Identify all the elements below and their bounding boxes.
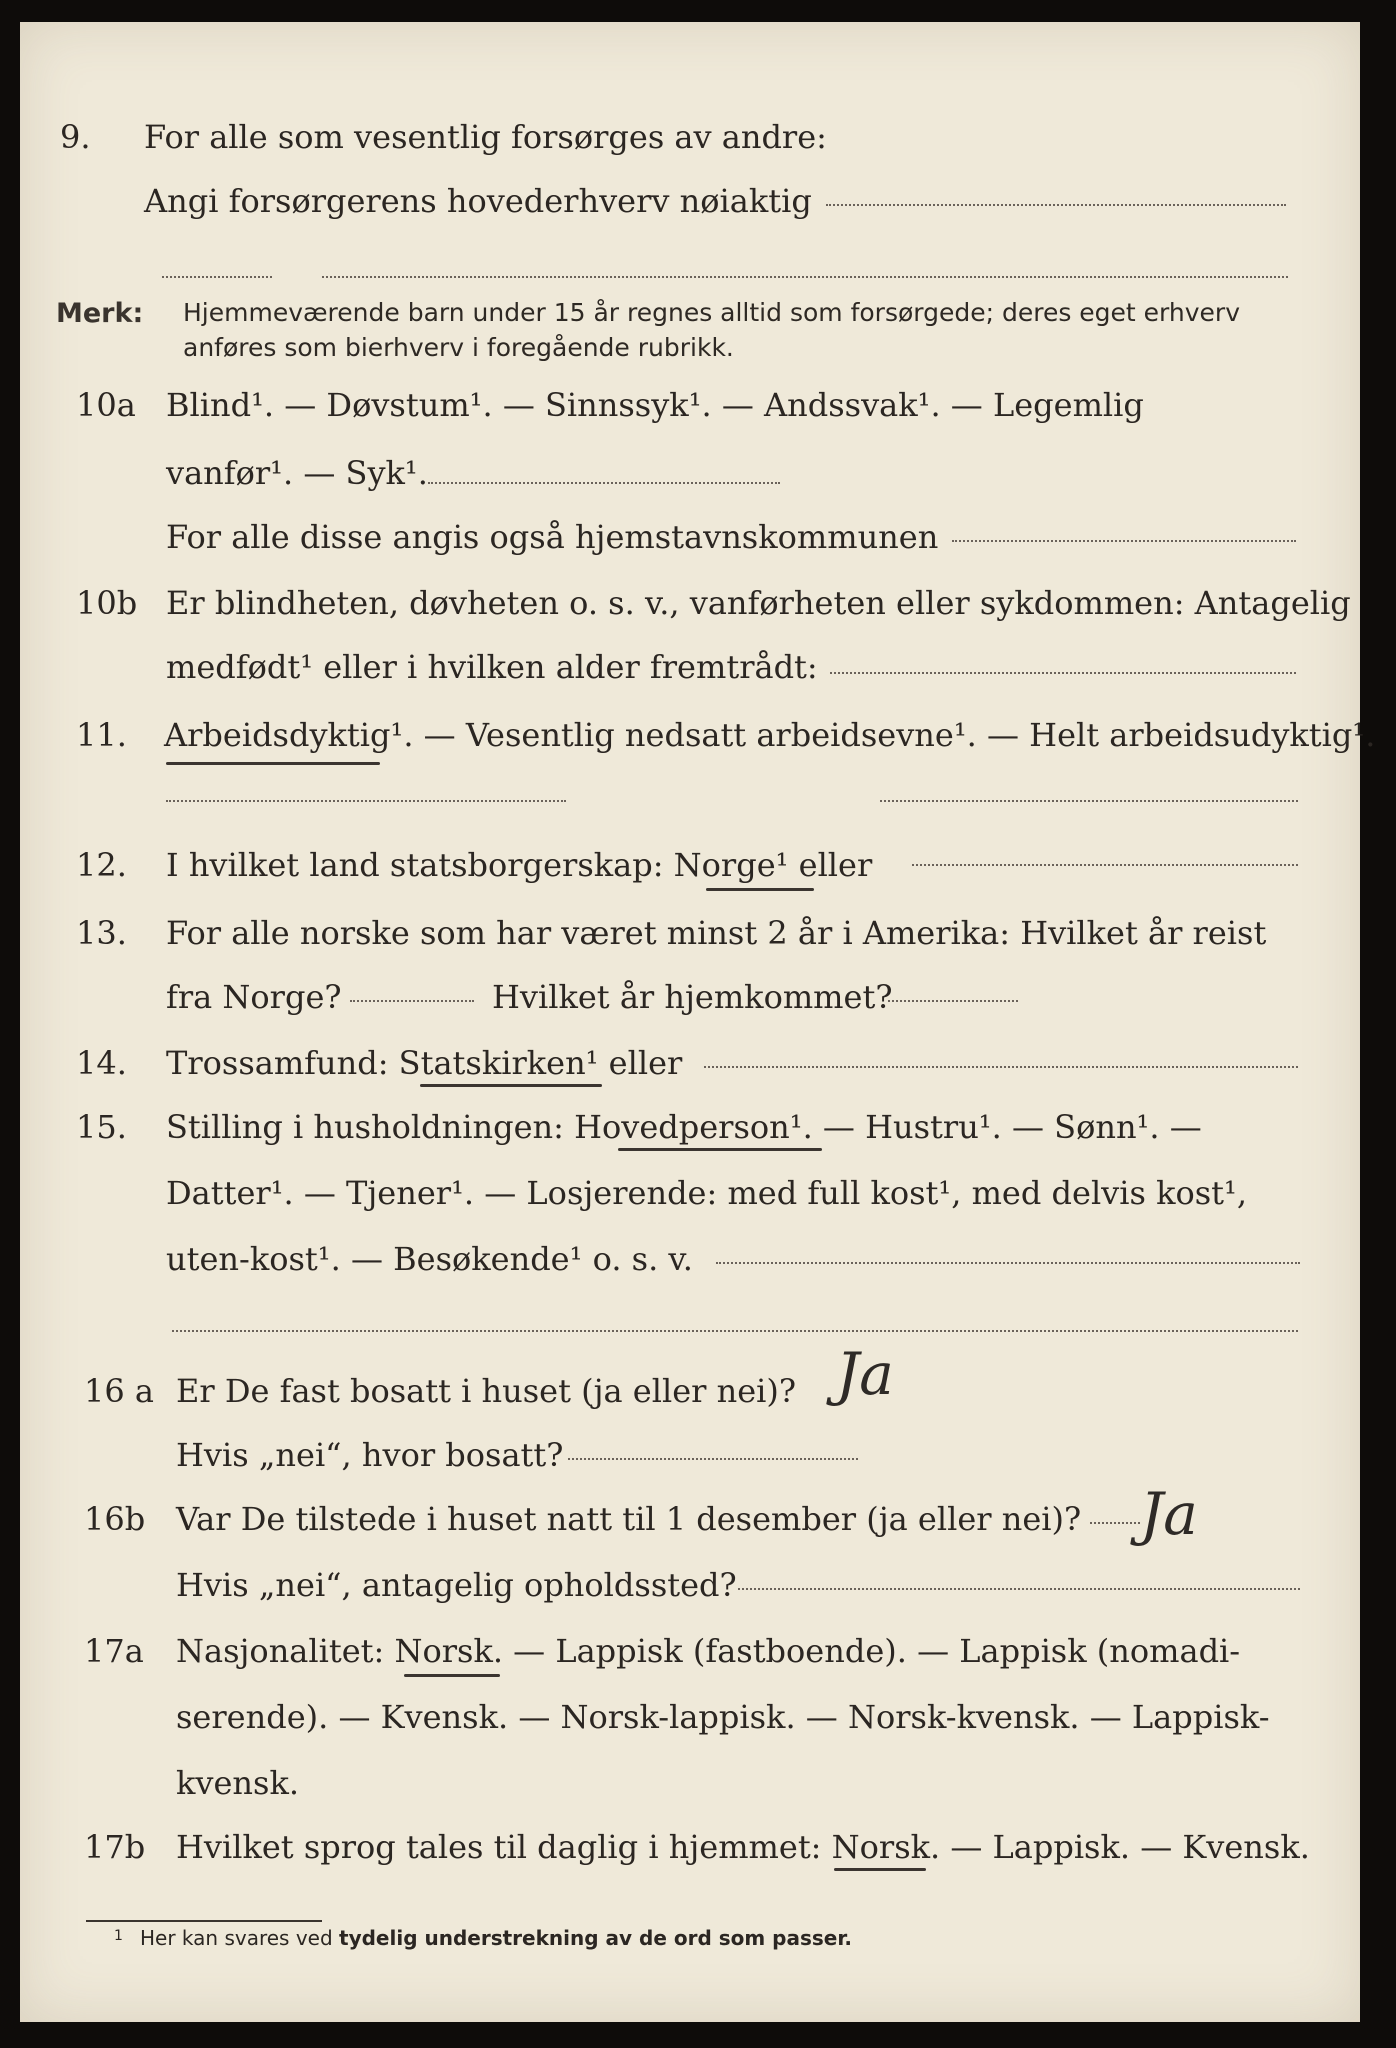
question-number: 12. [76,846,127,884]
answer-line[interactable] [162,276,272,278]
answer-line[interactable] [880,800,1298,802]
question-number: 17b [84,1828,146,1866]
answer-line[interactable] [172,1330,1298,1332]
note-text: anføres som bierhverv i foregående rubrikk. [183,333,734,362]
question-text: For alle disse angis også hjemstavnskommunen [166,518,939,556]
question-text: Stilling i husholdningen: Hovedperson¹. — Hustru¹. — Sønn¹. — [166,1108,1202,1146]
question-text: Hvis „nei“, hvor bosatt? [176,1436,564,1474]
question-text: Blind¹. — Døvstum¹. — Sinnssyk¹. — Andssvak¹. — Legemlig [166,386,1144,424]
answer-line[interactable] [738,1588,1300,1590]
question-number: 11. [76,716,127,754]
answer-line[interactable] [428,482,780,484]
handwritten-answer: Ja [836,1340,894,1408]
question-number: 9. [60,118,91,156]
question-text: medfødt¹ eller i hvilken alder fremtrådt: [166,648,818,686]
question-number: 15. [76,1108,127,1146]
answer-line[interactable] [888,1000,1018,1002]
question-text: Hvis „nei“, antagelig opholdssted? [176,1566,737,1604]
question-text: Hvilket år hjemkommet? [492,978,893,1016]
question-number: 10b [76,584,138,622]
answer-line[interactable] [952,540,1296,542]
question-number: 16 a [84,1372,154,1410]
question-text: Datter¹. — Tjener¹. — Losjerende: med full kost¹, med delvis kost¹, [166,1174,1248,1212]
question-text: Arbeidsdyktig¹. — Vesentlig nedsatt arbeidsevne¹. — Helt arbeidsudyktig¹. [164,716,1376,754]
footnote-rule [86,1920,322,1922]
answer-line[interactable] [704,1066,1298,1068]
handwritten-underline [404,1674,500,1677]
question-number: 14. [76,1044,127,1082]
handwritten-underline [706,888,814,891]
handwritten-underline [834,1868,926,1871]
question-text: Angi forsørgerens hovederhverv nøiaktig [144,182,812,220]
question-number: 10a [76,386,136,424]
answer-line[interactable] [1090,1522,1140,1524]
question-text: I hvilket land statsborgerskap: Norge¹ eller [166,846,873,884]
footnote-text: Her kan svares ved tydelig understrekning av de ord som passer. [140,1926,852,1950]
answer-line[interactable] [912,864,1298,866]
question-number: 16b [84,1500,146,1538]
note-text: Hjemmeværende barn under 15 år regnes alltid som forsørgede; deres eget erhverv [183,298,1240,327]
question-text: serende). — Kvensk. — Norsk-lappisk. — Norsk-kvensk. — Lappisk- [176,1698,1270,1736]
answer-line[interactable] [322,276,1288,278]
answer-line[interactable] [826,204,1286,206]
question-text: Er De fast bosatt i huset (ja eller nei)? [176,1372,797,1410]
handwritten-answer: Ja [1140,1480,1198,1548]
question-text: Er blindheten, døvheten o. s. v., vanførheten eller sykdommen: Antagelig [166,584,1351,622]
handwritten-underline [420,1084,602,1087]
answer-line[interactable] [830,672,1296,674]
question-text: For alle som vesentlig forsørges av andre: [144,118,827,156]
note-label: Merk: [56,298,144,329]
question-text: Nasjonalitet: Norsk. — Lappisk (fastboende). — Lappisk (nomadi- [176,1632,1241,1670]
question-text: For alle norske som har været minst 2 år i Amerika: Hvilket år reist [166,914,1267,952]
answer-line[interactable] [716,1262,1300,1264]
question-text: fra Norge? [166,978,342,1016]
question-number: 13. [76,914,127,952]
question-text: vanfør¹. — Syk¹. [166,454,428,492]
question-text: Hvilket sprog tales til daglig i hjemmet: Norsk. — Lappisk. — Kvensk. [176,1828,1310,1866]
answer-line[interactable] [350,1000,474,1002]
question-text: Trossamfund: Statskirken¹ eller [166,1044,683,1082]
handwritten-underline [166,762,380,765]
footnote-mark: 1 [114,1928,123,1944]
question-number: 17a [84,1632,144,1670]
question-text: kvensk. [176,1764,299,1802]
handwritten-underline [618,1148,822,1151]
question-text: Var De tilstede i huset natt til 1 desember (ja eller nei)? [176,1500,1082,1538]
question-text: uten-kost¹. — Besøkende¹ o. s. v. [166,1240,693,1278]
answer-line[interactable] [568,1458,858,1460]
answer-line[interactable] [166,800,566,802]
